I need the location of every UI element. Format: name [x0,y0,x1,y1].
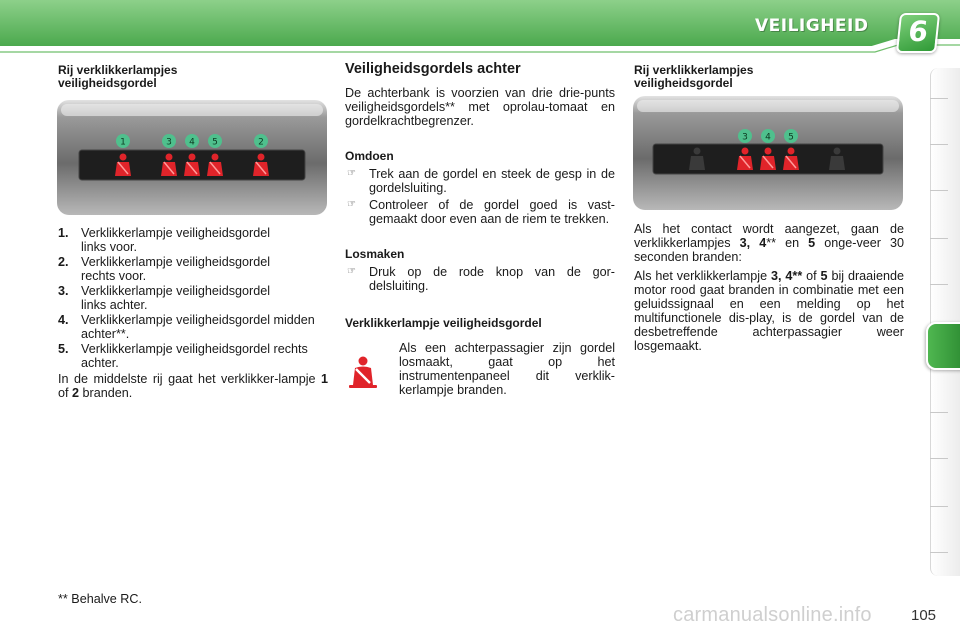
pointing-hand-icon: ☞ [347,199,356,210]
chapter-tab-divider [930,284,948,285]
list-item-text: Druk op de rode knop van de gor-delsluiting. [369,265,615,293]
front-panel-label-1 [115,133,131,149]
seatbelt-lamp-icon [757,146,779,172]
seatbelt-lamp-icon [250,152,272,178]
warning-text: Als een achterpassagier zijn gordel losmaakt, gaat op het instrumentenpaneel dit verklik-kerlampje branden. [399,341,615,397]
rear-panel-label-4 [760,128,776,144]
right-text [634,222,904,353]
rear-panel-label-3 [737,128,753,144]
front-panel-label-1-text: 1 [120,137,126,148]
front-panel-label-2 [253,133,269,149]
list-item [345,265,615,293]
list-item-number: 2. [58,255,69,269]
left-item-list [58,226,328,400]
list-item-text: Verklikkerlampje veiligheidsgordel rechts achter. [81,342,308,370]
warning-heading: Verklikkerlampje veiligheidsgordel [345,316,542,330]
list-item-text: Trek aan de gordel en steek de gesp in de gordelsluiting. [369,167,615,195]
rear-panel-label-4-text: 4 [765,132,771,143]
list-item-text: Verklikkerlampje veiligheidsgordel midden achter**. [81,313,315,341]
seatbelt-lamp-icon [780,146,802,172]
chapter-tab-divider [930,552,948,553]
chapter-tab-divider [930,190,948,191]
closing-bold-2: 2 [72,386,80,400]
front-panel-label-5-text: 5 [212,137,218,148]
warning-icon-wrap [345,341,399,397]
right-column [634,64,904,90]
watermark: carmanualsonline.info [673,604,872,626]
list-item-text: Verklikkerlampje veiligheidsgordel links achter. [81,284,270,312]
chapter-tab-divider [930,412,948,413]
closing-text: of [58,386,73,400]
chapter-tab-active[interactable] [926,322,960,370]
chapter-tab-divider [930,506,948,507]
paragraph-bold: 5 [808,236,816,250]
list-item [345,198,615,226]
middle-column [345,62,615,397]
seatbelt-warning-icon [345,355,381,391]
pointing-hand-icon: ☞ [347,168,356,179]
chapter-tab-divider [930,458,948,459]
chapter-tab-divider [930,98,948,99]
list-item-number: 3. [58,284,69,298]
paragraph-text: Als het contact wordt aangezet, gaan de verklikkerlampjes [634,222,904,250]
seatbelt-lamp-off-icon [826,146,848,172]
list-item [345,167,615,195]
list-item-number: 1. [58,226,69,240]
front-panel-label-5 [207,133,223,149]
right-paragraph-2 [634,269,904,353]
list-item-number: 4. [58,313,69,327]
front-panel-label-4 [184,133,200,149]
page-number: 105 [911,607,937,624]
front-panel-label-2-text: 2 [258,137,264,148]
front-panel-label-4-text: 4 [189,137,195,148]
paragraph-text: onge-veer 30 seconden branden: [634,236,905,264]
pointing-hand-icon: ☞ [347,266,356,277]
chapter-number-badge: 6 [896,13,940,53]
paragraph-text: of [802,269,821,283]
release-list [345,265,615,293]
closing-text: branden. [79,386,133,400]
left-closing-paragraph [58,372,328,400]
paragraph-bold: 3, 4** [771,269,803,283]
rear-panel-label-3-text: 3 [742,132,748,143]
front-panel-label-3-text: 3 [166,137,172,148]
list-item [58,255,328,283]
list-item-text: Verklikkerlampje veiligheidsgordel links voor. [81,226,270,254]
warning-block [345,341,615,397]
list-item [58,284,328,312]
list-item-number: 5. [58,342,69,356]
seatbelt-lamp-icon [204,152,226,178]
release-heading: Losmaken [345,247,405,261]
seatbelt-lamp-icon [158,152,180,178]
list-item-text: Controleer of de gordel goed is vast-gemaakt door even aan de riem te trekken. [369,198,615,226]
right-heading: Rij verklikkerlampjes veiligheidsgordel [634,63,754,90]
dashboard-panel-rear [633,96,903,210]
rear-panel-label-5-text: 5 [788,132,794,143]
list-item [58,342,328,370]
rear-panel-label-5 [783,128,799,144]
front-panel-label-3 [161,133,177,149]
right-paragraph-1 [634,222,904,264]
fasten-heading: Omdoen [345,149,394,163]
seatbelt-lamp-icon [734,146,756,172]
chapter-header [0,0,960,58]
list-item-text: Verklikkerlampje veiligheidsgordel rechts voor. [81,255,270,283]
closing-bold-1: 1 [320,372,328,386]
seatbelt-lamp-icon [112,152,134,178]
left-heading: Rij verklikkerlampjes veiligheidsgordel [58,63,178,90]
paragraph-bold: 3, 4 [739,236,767,250]
intro-paragraph: De achterbank is voorzien van drie drie-punts veiligheidsgordels** met oprolau-tomaat en gordelkrachtbegrenzer. [345,86,615,128]
seatbelt-lamp-icon [181,152,203,178]
chapter-tab-divider [930,238,948,239]
list-item [58,313,328,341]
footnote: ** Behalve RC. [58,592,142,606]
chapter-tab-divider [930,144,948,145]
seatbelt-lamp-off-icon [686,146,708,172]
section-heading: Veiligheidsgordels achter [345,61,521,77]
paragraph-text: bij draaiende motor rood gaat branden in combinatie met een geluidssignaal en een melding op het multifunctionele dis-play, is de gordel van de desbetreffende achterpassagier weer losgemaakt. [634,269,904,353]
left-column [58,64,328,90]
fasten-list [345,167,615,226]
dashboard-panel-front [57,100,327,215]
list-item [58,226,328,254]
paragraph-text: Als het verklikkerlampje [634,269,771,283]
paragraph-bold: 5 [820,269,828,283]
chapter-title: VEILIGHEID [755,16,869,36]
closing-text: In de middelste rij gaat het verklikker-lampje [58,372,321,386]
paragraph-text: ** en [766,236,809,250]
